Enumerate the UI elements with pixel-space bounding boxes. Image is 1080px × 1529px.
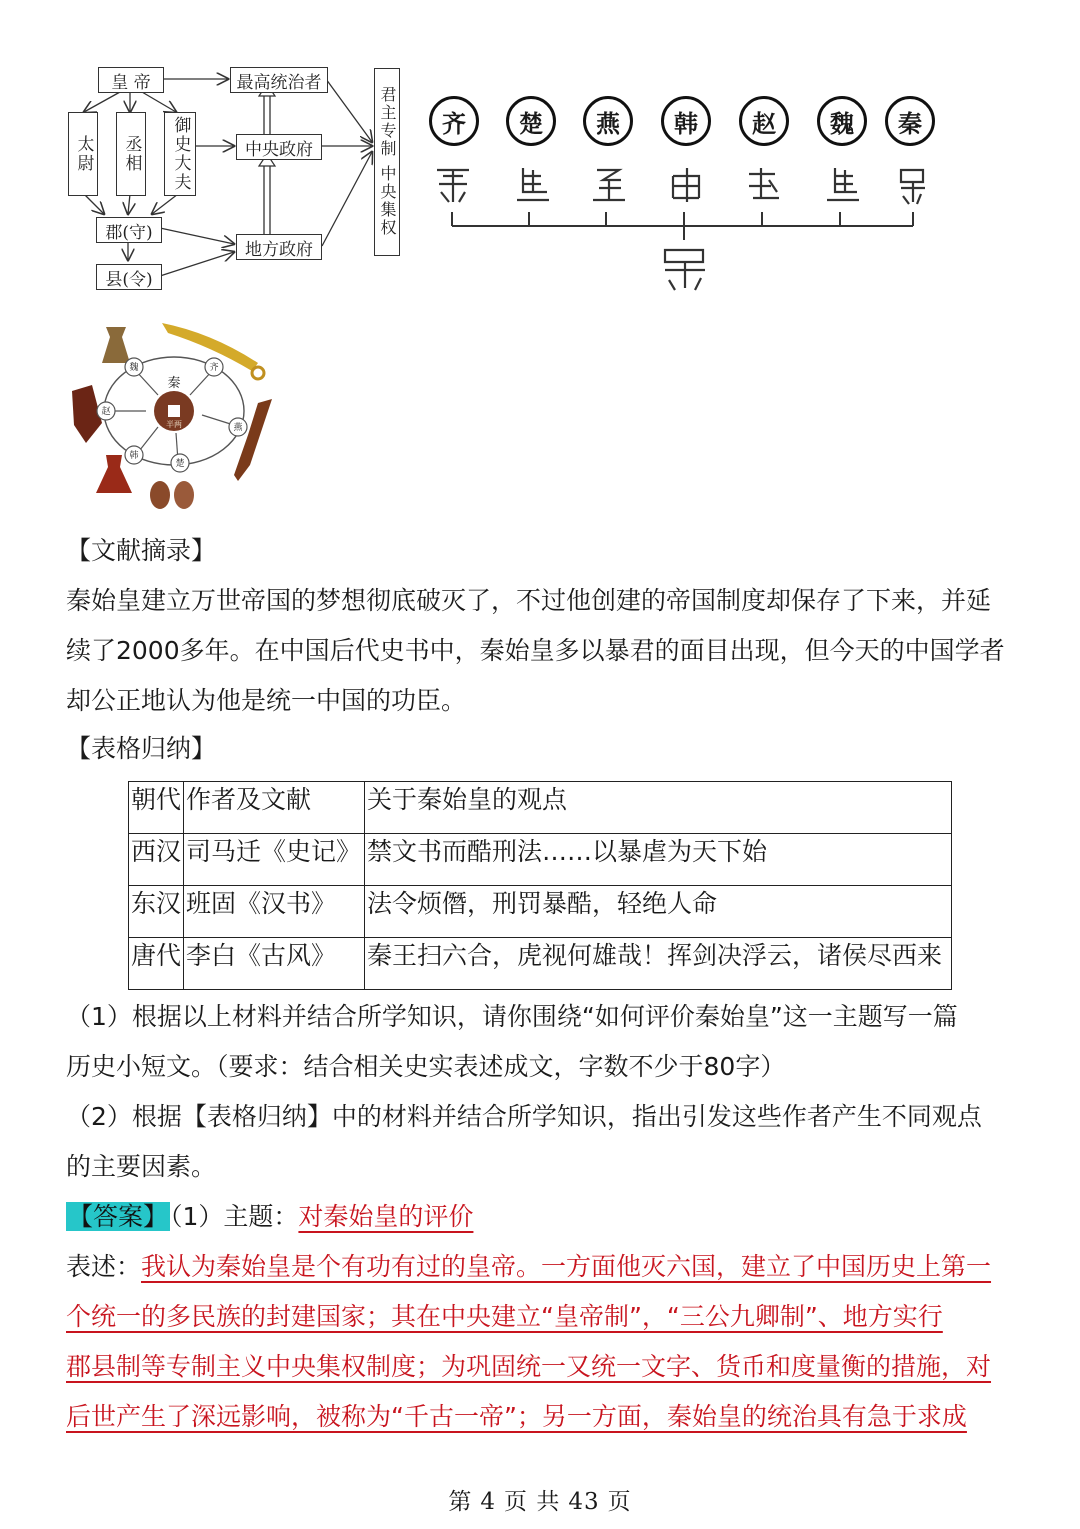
question-2-line: 的主要因素。	[66, 1152, 217, 1181]
view-cell: 法令烦僭，刑罚暴酷，轻绝人命	[365, 886, 952, 938]
excerpt-line: 秦始皇建立万世帝国的梦想彻底破灭了，不过他创建的帝国制度却保存了下来，并延	[66, 586, 992, 615]
answer-theme: 对秦始皇的评价	[298, 1202, 474, 1231]
table-row	[129, 938, 952, 990]
view-cell: 秦王扫六合，虎视何雄哉！挥剑决浮云，诸侯尽西来	[365, 938, 952, 990]
coin-state-label: 赵	[101, 407, 111, 417]
state-seal: 韩	[661, 96, 711, 146]
table-heading: 【表格归纳】	[66, 734, 217, 763]
coin-state-label: 楚	[175, 459, 185, 469]
state-seal: 燕	[583, 96, 633, 146]
author-cell: 李白《古风》	[184, 938, 365, 990]
dynasty-cell: 东汉	[129, 886, 184, 938]
state-seal: 齐	[429, 96, 479, 146]
question-1-line: （1）根据以上材料并结合所学知识，请你围绕“如何评价秦始皇”这一主题写一篇	[66, 1002, 958, 1031]
local-government-box: 地方政府	[236, 234, 322, 260]
header-cell: 朝代	[129, 782, 184, 834]
emperor-box: 皇 帝	[98, 67, 164, 93]
currency-unification-diagram	[62, 315, 282, 515]
footer-suffix: 页	[607, 1489, 632, 1515]
spade-coin-icon	[102, 327, 130, 363]
answer-tag: 【答案】	[68, 1202, 169, 1231]
page-footer	[0, 1483, 1080, 1516]
yushi-dafu-box: 御史大夫	[164, 112, 196, 196]
unification-bracket	[425, 90, 945, 300]
excerpt-heading: 【文献摘录】	[66, 536, 217, 565]
county-box: 县(令)	[96, 264, 162, 290]
state-seal: 魏	[817, 96, 867, 146]
question-1-line: 历史小短文。（要求：结合相关史实表述成文，字数不少于80字）	[66, 1052, 786, 1081]
ban-liang-label: 半两	[166, 420, 182, 429]
excerpt-line: 续了2000多年。在中国后代史书中，秦始皇多以暴君的面目出现，但今天的中国学者	[66, 636, 1005, 665]
answer-line: 郡县制等专制主义中央集权制度；为巩固统一又统一文字、货币和度量衡的措施，对	[66, 1352, 992, 1381]
answer-line	[66, 1242, 1014, 1292]
knife-coin-icon	[234, 399, 272, 481]
coin-state-label: 魏	[129, 363, 139, 373]
answer-line: 后世产生了深远影响，被称为“千古一帝”；另一方面，秦始皇的统治具有急于求成	[66, 1402, 967, 1431]
chengxiang-box: 丞相	[116, 112, 146, 196]
state-seal: 赵	[739, 96, 789, 146]
table-row	[129, 834, 952, 886]
coin-state-label: 燕	[233, 423, 243, 433]
table-row	[129, 886, 952, 938]
autocracy-centralization-box: 君主专制 中央集权	[374, 68, 400, 256]
question-2-line: （2）根据【表格归纳】中的材料并结合所学知识，指出引发这些作者产生不同观点	[66, 1102, 982, 1131]
commandery-box: 郡(守)	[96, 217, 162, 243]
statement-label: 表述：	[66, 1252, 142, 1281]
view-cell: 禁文书而酷刑法……以暴虐为天下始	[365, 834, 952, 886]
table-header-row	[129, 782, 952, 834]
dynasty-cell: 西汉	[129, 834, 184, 886]
qin-political-structure-diagram	[60, 62, 410, 302]
current-page-number: 4	[480, 1489, 497, 1515]
header-cell: 作者及文献	[184, 782, 365, 834]
ant-nose-coin-icon	[150, 481, 170, 509]
coin-state-label: 齐	[209, 363, 219, 373]
unified-horse-glyph	[665, 250, 705, 290]
qin-label: 秦	[167, 376, 181, 391]
answer-part1-prefix: （1）主题：	[170, 1202, 299, 1231]
dynasty-cell: 唐代	[129, 938, 184, 990]
excerpt-line: 却公正地认为他是统一中国的功臣。	[66, 686, 467, 715]
author-cell: 班固《汉书》	[184, 886, 365, 938]
views-on-qin-shi-huang-table	[128, 781, 952, 990]
central-government-box: 中央政府	[236, 134, 322, 160]
answer-theme-line	[66, 1192, 1014, 1242]
ant-nose-coin-icon	[174, 481, 194, 509]
seven-states-script-diagram	[425, 90, 945, 300]
state-seal: 楚	[506, 96, 556, 146]
supreme-ruler-box: 最高统治者	[230, 67, 328, 93]
taiwei-box: 太尉	[68, 112, 98, 196]
total-page-count: 43	[568, 1489, 600, 1515]
coin-state-label: 韩	[129, 451, 139, 461]
answer-text: 我认为秦始皇是个有功有过的皇帝。一方面他灭六国，建立了中国历史上第一	[141, 1252, 992, 1281]
footer-middle: 页 共	[504, 1489, 561, 1515]
answer-line: 个统一的多民族的封建国家；其在中央建立“皇帝制”，“三公九卿制”、地方实行	[66, 1302, 943, 1331]
footer-prefix: 第	[448, 1489, 473, 1515]
state-seal: 秦	[885, 96, 935, 146]
header-cell: 关于秦始皇的观点	[365, 782, 952, 834]
author-cell: 司马迁《史记》	[184, 834, 365, 886]
